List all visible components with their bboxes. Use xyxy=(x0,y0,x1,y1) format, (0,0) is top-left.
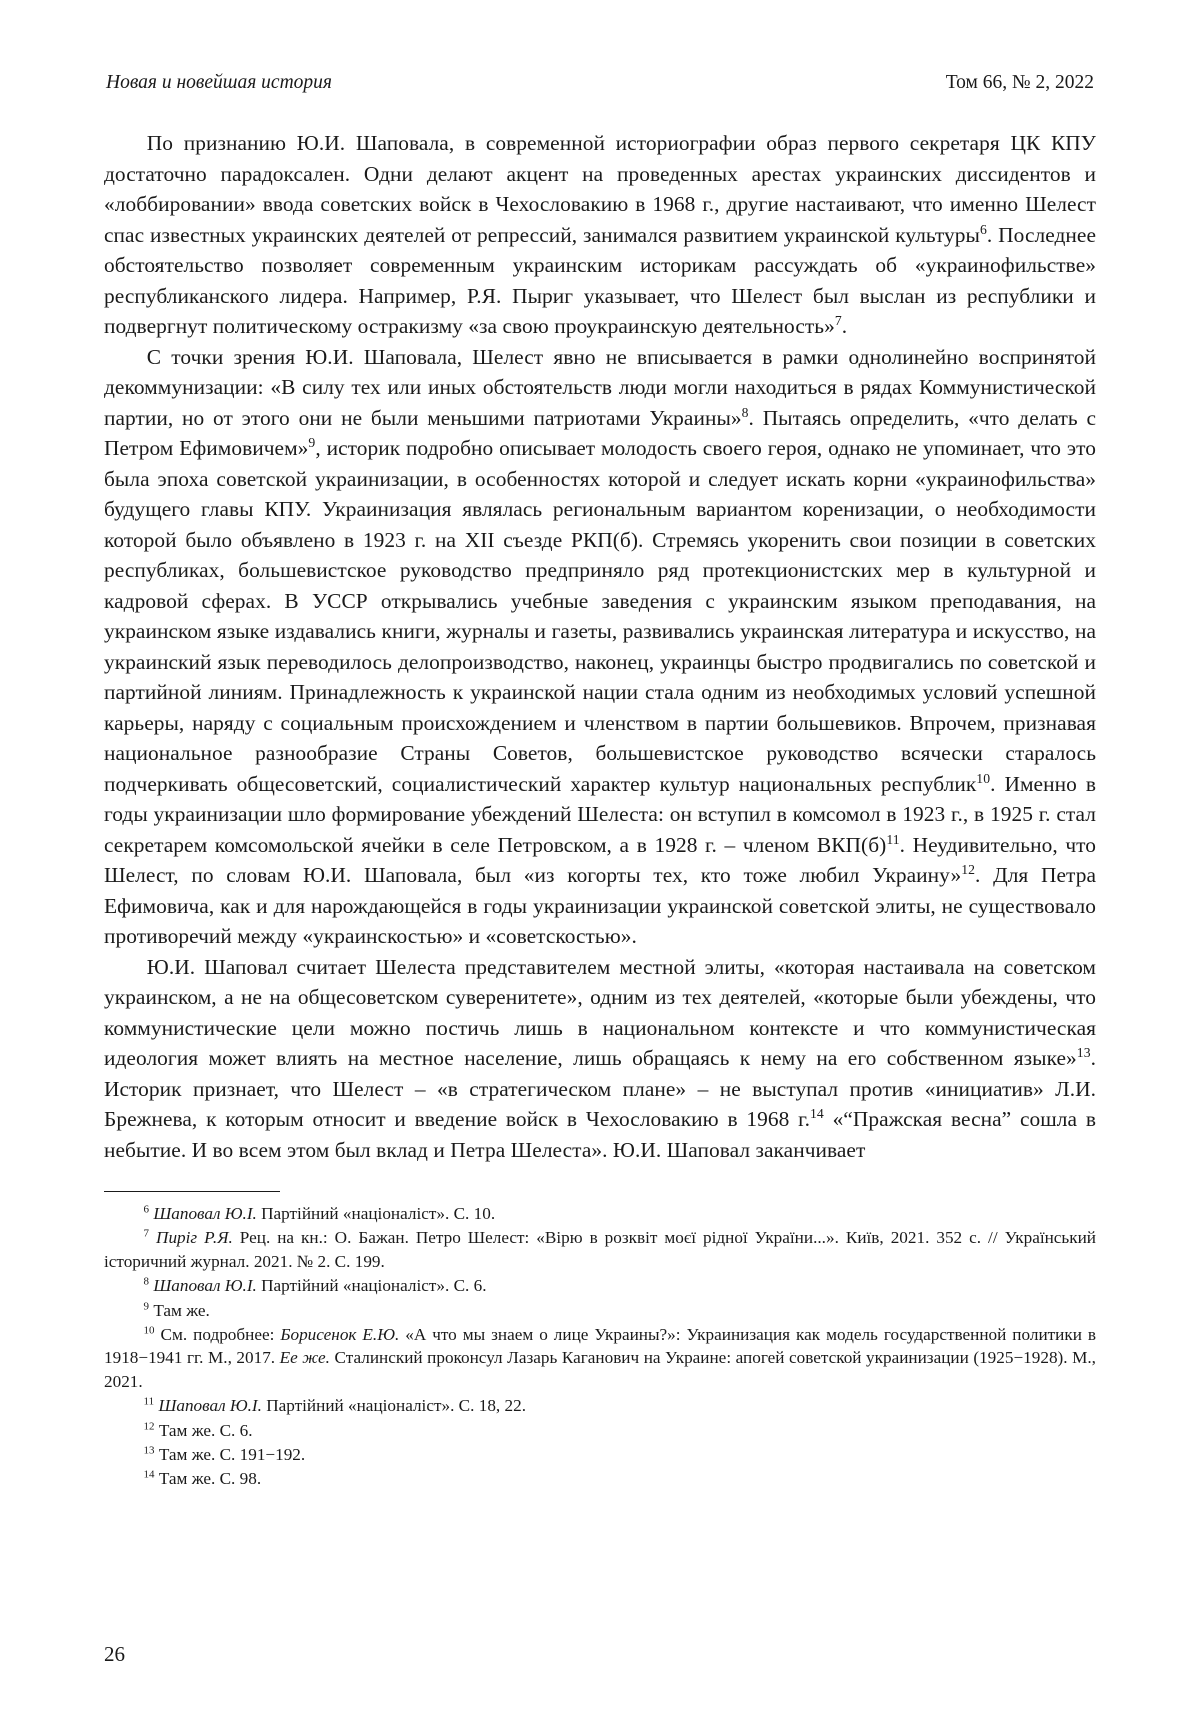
page-number: 26 xyxy=(104,1642,125,1666)
footnote-ref-9[interactable]: 9 xyxy=(308,434,316,450)
paragraph-2-text-e: . Неудивительно, что Шелест, по словам Ю.И. Шаповала, был «из когорты тех, кто тоже любил Украину» xyxy=(104,832,1096,887)
footnote-number-11: 11 xyxy=(143,1395,155,1408)
footnotes-block xyxy=(104,1202,1096,1491)
journal-title: Новая и новейшая история xyxy=(106,72,332,93)
footnote-7-text: Рец. на кн.: О. Бажан. Петро Шелест: «Вірю в розквіт моєї рідної України...». Київ, 2021. 352 с. // Український історичний журнал. 2021. № 2. С. 199. xyxy=(104,1228,1097,1271)
footnote-number-6: 6 xyxy=(143,1203,150,1216)
paragraph-1 xyxy=(104,128,1096,342)
paragraph-2-text-a: С точки зрения Ю.И. Шаповала, Шелест явно не вписывается в рамки однолинейно воспринятой декоммунизации: «В силу тех или иных обстоятельств люди могли находиться в рядах Коммунистической партии, но от этого они не были меньшими патриотами Украины» xyxy=(104,344,1096,430)
paragraph-3-text-b: . Историк признает, что Шелест – «в стратегическом плане» – не выступал против «инициатив» Л.И. Брежнева, к которым относит и введение войск в Чехословакию в 1968 г. xyxy=(104,1046,1096,1131)
footnote-ref-8[interactable]: 8 xyxy=(741,404,749,420)
article-body xyxy=(104,128,1096,1165)
issue-info: Том 66, № 2, 2022 xyxy=(945,72,1094,93)
footnote-10-mid: «А что мы знаем о лице Украины?»: Украинизация как модель государственной политики в 1918−1941 гг. М., 2017. xyxy=(104,1324,1097,1368)
paragraph-2-text-b: . Пытаясь определить, «что делать с Петром Ефимовичем» xyxy=(104,405,1096,460)
footnote-7-author: Пиріг Р.Я. xyxy=(156,1228,233,1248)
footnote-separator xyxy=(104,1191,280,1192)
footnote-11-author: Шаповал Ю.І. xyxy=(158,1396,262,1416)
footnote-number-8: 8 xyxy=(143,1275,150,1288)
footnote-13 xyxy=(104,1443,1096,1466)
footnote-12 xyxy=(104,1419,1096,1442)
paragraph-3-text-c: «“Пражская весна” сошла в небытие. И во всем этом был вклад и Петра Шелеста». Ю.И. Шаповал заканчивает xyxy=(104,1107,1096,1162)
paragraph-1-text-a: По признанию Ю.И. Шаповала, в современной историографии образ первого секретаря ЦК КПУ достаточно парадоксален. Одни делают акцент на проведенных арестах украинских диссидентов и «лоббировании» ввода советских войск в Чехословакию в 1968 г., другие настаивают, что именно Шелест спас известных украинских деятелей от репрессий, занимался развитием украинской культуры xyxy=(104,131,1096,247)
footnote-8 xyxy=(104,1274,1096,1297)
footnote-ref-14[interactable]: 14 xyxy=(809,1105,824,1121)
footnote-number-12: 12 xyxy=(143,1419,155,1432)
footnote-ref-6[interactable]: 6 xyxy=(979,221,987,237)
paragraph-2-text-d: . Именно в годы украинизации шло формирование убеждений Шелеста: он вступил в комсомол в 1923 г., в 1925 г. стал секретарем комсомольской ячейки в селе Петровском, а в 1928 г. – членом ВКП(б) xyxy=(104,771,1096,857)
footnote-9-text: Там же. xyxy=(153,1300,210,1320)
footnote-9 xyxy=(104,1299,1096,1322)
footnote-number-13: 13 xyxy=(143,1444,155,1457)
footnote-ref-12[interactable]: 12 xyxy=(961,861,975,877)
footnote-number-14: 14 xyxy=(143,1468,155,1481)
footnote-11-text: Партійний «націоналіст». С. 18, 22. xyxy=(261,1396,526,1416)
footnote-8-author: Шаповал Ю.І. xyxy=(153,1276,257,1296)
footnote-13-text: Там же. С. 191−192. xyxy=(158,1444,306,1464)
footnote-6-author: Шаповал Ю.І. xyxy=(153,1204,257,1223)
footnote-ref-7[interactable]: 7 xyxy=(834,312,842,328)
paragraph-2 xyxy=(104,342,1096,952)
footnote-7 xyxy=(104,1226,1096,1273)
footnote-14 xyxy=(104,1467,1096,1490)
footnote-6-text: Партійний «націоналіст». С. 10. xyxy=(256,1204,496,1223)
footnote-10 xyxy=(104,1323,1096,1393)
paragraph-1-text-b: . Последнее обстоятельство позволяет современным украинским историкам рассуждать об «украинофильстве» республиканского лидера. Например, Р.Я. Пыриг указывает, что Шелест был выслан из республики и подвергнут политическому остракизму «за свою проукраинскую деятельность» xyxy=(104,222,1096,338)
paragraph-3-text-a: Ю.И. Шаповал считает Шелеста представителем местной элиты, «которая настаивала на советском украинском, а не на общесоветском суверенитете», одним из тех деятелей, «которые были убеждены, что коммунистические цели можно постичь лишь в национальном контексте и что коммунистическая идеология может влиять на местное население, лишь обращаясь к нему на его собственном языке» xyxy=(104,954,1096,1070)
footnote-8-text: Партійний «націоналіст». С. 6. xyxy=(256,1276,487,1296)
paragraph-2-text-c: , историк подробно описывает молодость своего героя, однако не упоминает, что это была эпоха советской украинизации, в особенностях которой и следует искать корни «украинофильства» будущего главы КПУ. Украинизация являлась региональным вариантом коренизации, о необходимости которой было объявлено в 1923 г. на XII съезде РКП(б). Стремясь укоренить свои позиции в советских республиках, большевистское руководство предприняло ряд протекционистских мер в культурной и кадровой сферах. В УССР открывались учебные заведения с украинским языком преподавания, на украинском языке издавались книги, журналы и газеты, развивались украинская литература и искусство, на украинский язык переводилось делопроизводство, наконец, украинцы быстро продвигались по советской и партийной линиям. Принадлежность к украинской нации стала одним из необходимых условий успешной карьеры, наряду с социальным происхождением и членством в партии большевиков. Впрочем, признавая национальное разнообразие Страны Советов, большевистское руководство всячески старалось подчеркивать общесоветский, социалистический характер культур национальных республик xyxy=(104,436,1096,796)
paragraph-3 xyxy=(104,952,1096,1166)
footnote-11 xyxy=(104,1394,1096,1417)
footnote-10-prefix: См. подробнее: xyxy=(160,1324,281,1344)
running-head xyxy=(104,72,1096,94)
footnote-number-7: 7 xyxy=(143,1227,150,1240)
footnote-12-text: Там же. С. 6. xyxy=(158,1420,253,1440)
footnote-14-text: Там же. С. 98. xyxy=(158,1469,262,1489)
paragraph-1-text-c: . xyxy=(841,314,848,338)
paragraph-2-text-f: . Для Петра Ефимовича, как и для нарождающейся в годы украинизации украинской советской элиты, не существовало противоречий между «украинскостью» и «советскостью». xyxy=(104,863,1096,948)
footnote-ref-13[interactable]: 13 xyxy=(1076,1044,1091,1060)
footnote-6 xyxy=(104,1202,1096,1225)
footnote-ref-11[interactable]: 11 xyxy=(886,831,900,847)
footnote-number-10: 10 xyxy=(143,1324,155,1337)
footnote-number-9: 9 xyxy=(143,1299,150,1312)
footnote-ref-10[interactable]: 10 xyxy=(976,770,991,786)
footnote-10-tail: Сталинский проконсул Лазарь Каганович на Украине: апогей советской украинизации (1925−1928). М., 2021. xyxy=(104,1348,1096,1391)
footnote-10-author-1: Борисенок Е.Ю. xyxy=(280,1324,400,1344)
footnote-10-author-2: Ее же. xyxy=(279,1348,330,1368)
